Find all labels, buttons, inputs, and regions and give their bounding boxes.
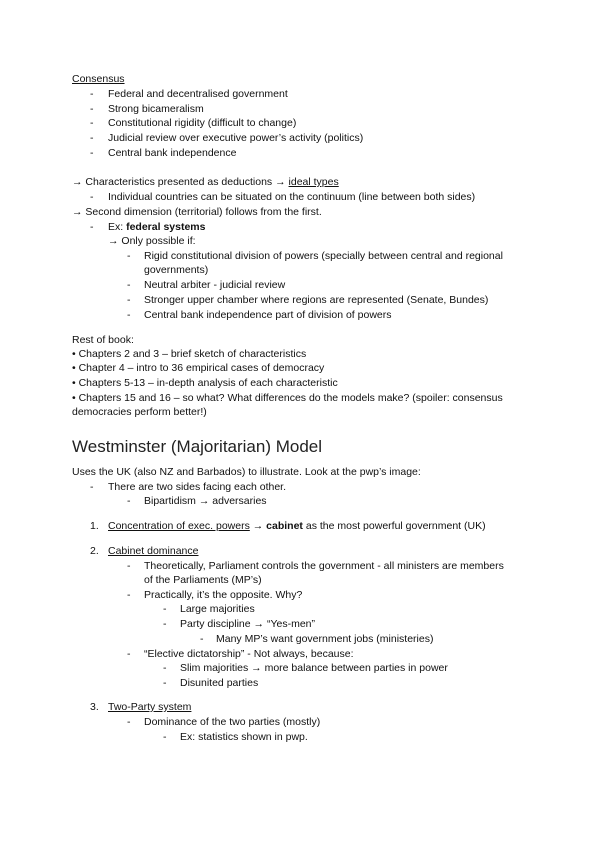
condition-item-cont: governments) [144,264,209,276]
consensus-heading: Consensus [72,73,125,85]
bullet-dash: - [127,309,131,321]
condition-item: Neutral arbiter - judicial review [144,279,286,291]
bullet-dash: - [90,88,94,100]
bullet-dash: - [127,294,131,306]
point2-link: Cabinet dominance [108,545,199,557]
point2-item: “Elective dictatorship” - Not always, because: [144,648,354,660]
rest-item: • Chapters 15 and 16 – so what? What differences do the models make? (spoiler: consensus [72,392,503,404]
bullet-dash: - [163,618,167,630]
characteristics-line [72,175,339,189]
ideal-types-link: ideal types [288,176,339,188]
point2-item: Theoretically, Parliament controls the government - all ministers are members [144,560,504,572]
bullet-dash: - [90,481,94,493]
characteristics-text: → Characteristics presented as deductions → [72,176,286,188]
point2-item: Practically, it’s the opposite. Why? [144,589,303,601]
bipartidism: Bipartidism → adversaries [144,495,267,507]
condition-item: Stronger upper chamber where regions are represented (Senate, Bundes) [144,294,489,306]
condition-item: Rigid constitutional division of powers (specially between central and regional [144,250,503,262]
point2-item-cont: of the Parliaments (MP’s) [144,574,262,586]
rest-item: • Chapters 5-13 – in-depth analysis of each characteristic [72,377,338,389]
point-number: 2. [90,545,99,557]
consensus-item: Constitutional rigidity (difficult to change) [108,117,297,129]
condition-item: Central bank independence part of division of powers [144,309,392,321]
consensus-item: Central bank independence [108,147,237,159]
bullet-dash: - [127,716,131,728]
point2-subsubitem: Many MP’s want government jobs (ministeries) [216,633,434,645]
bullet-dash: - [127,589,131,601]
continuum-note: Individual countries can be situated on the continuum (line between both sides) [108,191,476,203]
consensus-item: Judicial review over executive power’s activity (politics) [108,132,364,144]
bullet-dash: - [127,279,131,291]
point2-subitem: Party discipline → “Yes-men” [180,618,315,630]
point-number: 3. [90,701,99,713]
bullet-dash: - [200,633,204,645]
point2-subitem: Disunited parties [180,677,259,689]
bullet-dash: - [127,648,131,660]
point-number: 1. [90,520,99,532]
point1-cabinet: cabinet [266,520,303,532]
example-line [108,220,205,234]
bullet-dash: - [90,132,94,144]
point3-item: Dominance of the two parties (mostly) [144,716,321,728]
consensus-item: Strong bicameralism [108,103,204,115]
point2-subitem: Slim majorities → more balance between parties in power [180,662,448,674]
only-possible-if: → Only possible if: [108,235,196,247]
rest-heading: Rest of book: [72,334,134,346]
point1-line [108,519,486,533]
two-sides: There are two sides facing each other. [108,481,287,493]
rest-item: • Chapters 2 and 3 – brief sketch of characteristics [72,348,307,360]
bullet-dash: - [163,662,167,674]
point1-arrow: → [252,520,264,532]
point1-rest: as the most powerful government (UK) [305,520,486,532]
point3-link: Two-Party system [108,701,192,713]
point2-subitem: Large majorities [180,603,255,615]
section-title: Westminster (Majoritarian) Model [72,437,323,456]
federal-systems: federal systems [126,221,206,233]
point3-subitem: Ex: statistics shown in pwp. [180,731,308,743]
point1-link: Concentration of exec. powers [108,520,250,532]
second-dimension: → Second dimension (territorial) follows from the first. [72,206,322,218]
bullet-dash: - [163,677,167,689]
bullet-dash: - [163,603,167,615]
bullet-dash: - [90,147,94,159]
bullet-dash: - [90,191,94,203]
rest-item: • Chapter 4 – intro to 36 empirical cases of democracy [72,362,325,374]
bullet-dash: - [127,560,131,572]
bullet-dash: - [163,731,167,743]
consensus-item: Federal and decentralised government [108,88,288,100]
bullet-dash: - [127,250,131,262]
bullet-dash: - [127,495,131,507]
westminster-intro: Uses the UK (also NZ and Barbados) to illustrate. Look at the pwp’s image: [72,466,421,478]
bullet-dash: - [90,103,94,115]
bullet-dash: - [90,221,94,233]
bullet-dash: - [90,117,94,129]
example-prefix: Ex: [108,221,124,233]
rest-item-cont: democracies perform better!) [72,406,207,418]
